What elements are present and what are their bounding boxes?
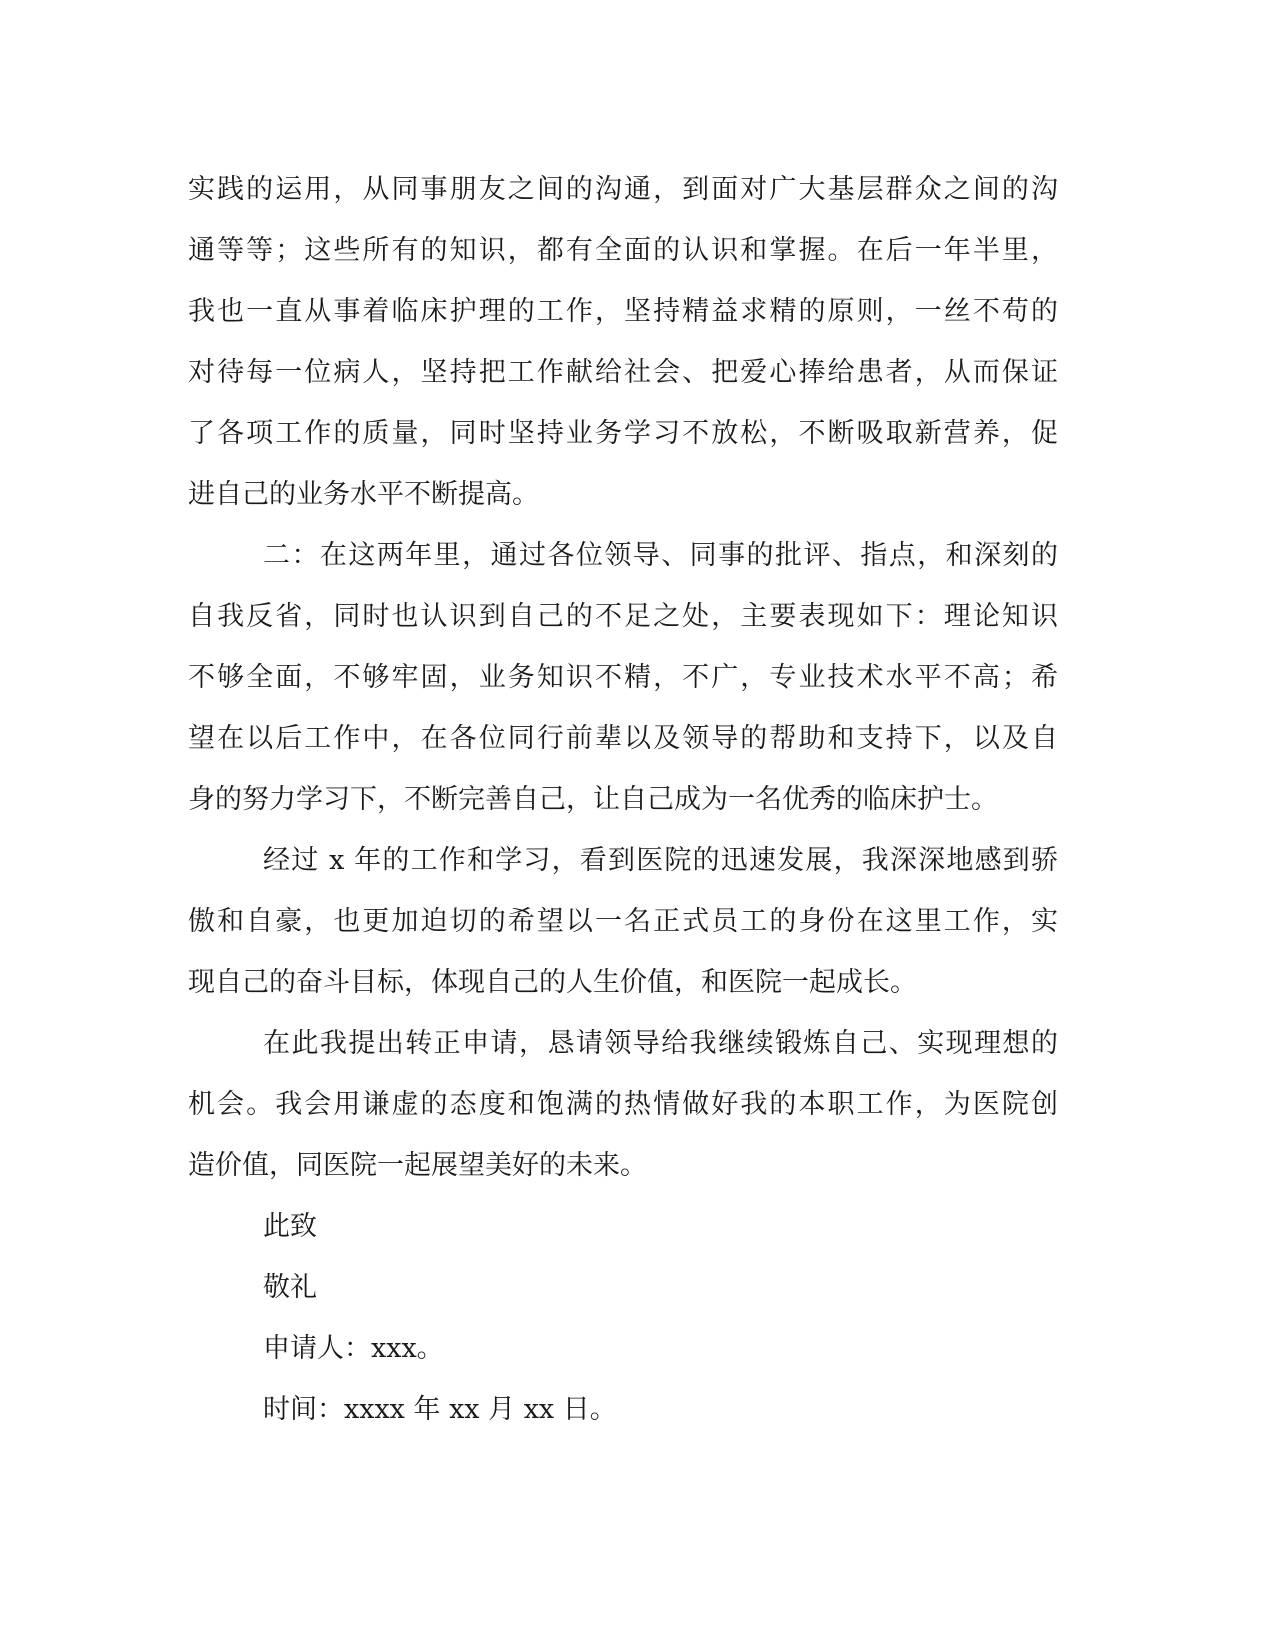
salutation-jing-li: 敬礼 — [263, 1272, 317, 1303]
paragraph-line: 不够全面，不够牢固，业务知识不精，不广，专业技术水平不高；希 — [188, 662, 1058, 693]
document-body — [188, 159, 1088, 1440]
applicant-line: 申请人：xxx。 — [263, 1333, 444, 1364]
paragraph-line: 在此我提出转正申请，恳请领导给我继续锻炼自己、实现理想的 — [263, 1028, 1058, 1059]
paragraph-line: 对待每一位病人，坚持把工作献给社会、把爱心捧给患者，从而保证 — [188, 357, 1058, 388]
paragraph-line: 了各项工作的质量，同时坚持业务学习不放松，不断吸取新营养，促 — [188, 418, 1058, 449]
paragraph-line: 傲和自豪，也更加迫切的希望以一名正式员工的身份在这里工作，实 — [188, 906, 1058, 937]
paragraph-line: 二：在这两年里，通过各位领导、同事的批评、指点，和深刻的 — [263, 540, 1058, 571]
paragraph-line: 造价值，同医院一起展望美好的未来。 — [188, 1150, 647, 1181]
paragraph-line: 经过 x 年的工作和学习，看到医院的迅速发展，我深深地感到骄 — [263, 845, 1058, 876]
paragraph-line: 实践的运用，从同事朋友之间的沟通，到面对广大基层群众之间的沟 — [188, 174, 1058, 205]
paragraph-line: 通等等；这些所有的知识，都有全面的认识和掌握。在后一年半里， — [188, 235, 1058, 266]
paragraph-line: 我也一直从事着临床护理的工作，坚持精益求精的原则，一丝不苟的 — [188, 296, 1058, 327]
paragraph-line: 进自己的业务水平不断提高。 — [188, 479, 539, 510]
salutation-ci-zhi: 此致 — [263, 1211, 317, 1242]
paragraph-line: 望在以后工作中，在各位同行前辈以及领导的帮助和支持下，以及自 — [188, 723, 1058, 754]
paragraph-line: 身的努力学习下，不断完善自己，让自己成为一名优秀的临床护士。 — [188, 784, 998, 815]
paragraph-line: 现自己的奋斗目标，体现自己的人生价值，和医院一起成长。 — [188, 967, 917, 998]
paragraph-line: 自我反省，同时也认识到自己的不足之处，主要表现如下：理论知识 — [188, 601, 1058, 632]
date-line: 时间：xxxx 年 xx 月 xx 日。 — [263, 1394, 617, 1425]
paragraph-line: 机会。我会用谦虚的态度和饱满的热情做好我的本职工作，为医院创 — [188, 1089, 1058, 1120]
